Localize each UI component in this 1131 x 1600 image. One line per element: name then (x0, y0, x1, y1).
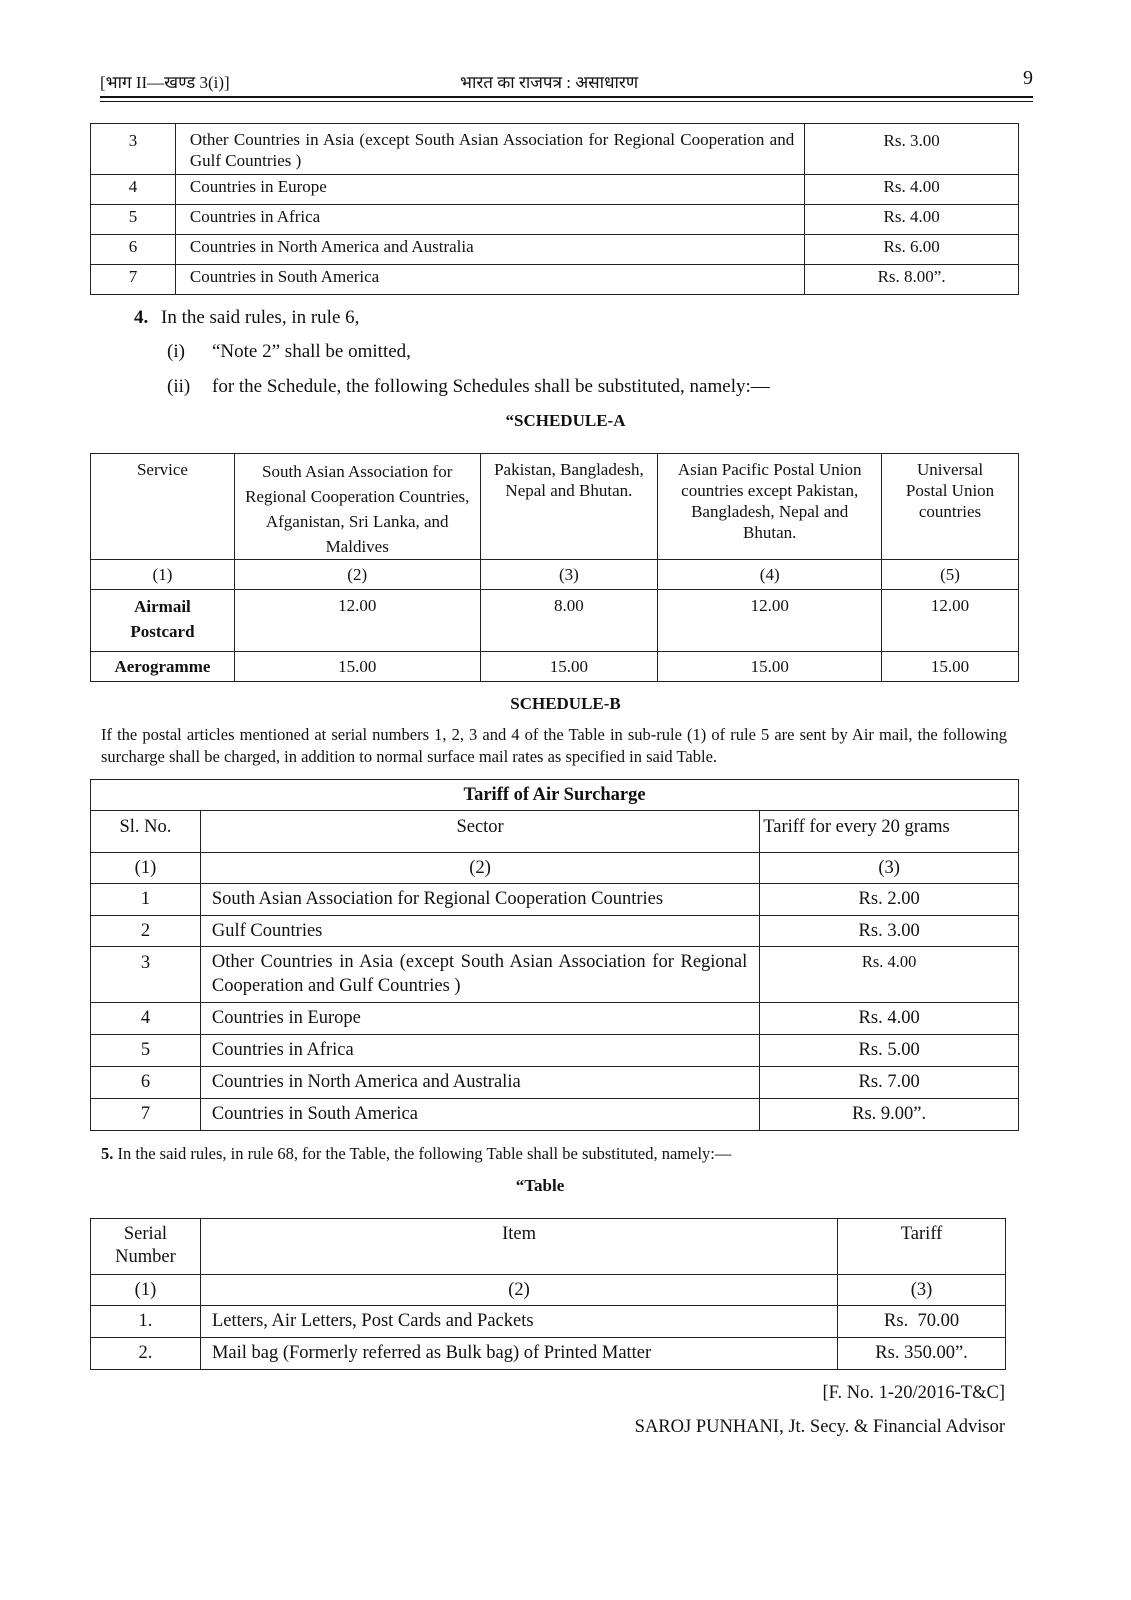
item-text: for the Schedule, the following Schedules shall be substituted, namely:— (212, 376, 770, 397)
sector-cell: Countries in North America and Australia (175, 235, 804, 265)
service-cell: Aerogramme (91, 652, 235, 682)
column-header: South Asian Association for Regional Cooperation Countries, Afganistan, Sri Lanka, and Maldives (234, 454, 480, 560)
table-row (91, 235, 1019, 265)
para4-number: 4. (134, 307, 149, 328)
item-text: “Note 2” shall be omitted, (212, 341, 411, 362)
sector-cell: Countries in North America and Australia (200, 1067, 759, 1099)
table-header-row (91, 454, 1019, 560)
serial-cell: 7 (91, 265, 176, 295)
serial-cell: 7 (91, 1099, 201, 1131)
serial-cell: 1. (91, 1306, 201, 1338)
item-number: (ii) (167, 376, 191, 397)
column-header: Service (91, 454, 235, 560)
table-row (91, 1003, 1019, 1035)
file-number: [F. No. 1-20/2016-T&C] (822, 1383, 1005, 1403)
serial-cell: 4 (91, 1003, 201, 1035)
rate-cell: 15.00 (234, 652, 480, 682)
sector-cell: South Asian Association for Regional Cooperation Countries (200, 884, 759, 916)
table-row (91, 652, 1019, 682)
table-row (91, 1035, 1019, 1067)
rate-cell: Rs. 350.00”. (838, 1338, 1006, 1370)
serial-cell: 4 (91, 175, 176, 205)
para5-number: 5. (101, 1144, 114, 1163)
table-header-row (91, 811, 1019, 853)
para4-item-i (167, 341, 411, 363)
table-header-row (91, 1219, 1006, 1275)
serial-cell: 2 (91, 916, 201, 947)
sector-cell: Countries in South America (200, 1099, 759, 1131)
serial-cell: 3 (91, 124, 176, 175)
serial-cell: 5 (91, 205, 176, 235)
column-header: Pakistan, Bangladesh, Nepal and Bhutan. (480, 454, 658, 560)
schedule-a-table (90, 453, 1019, 682)
serial-cell: 6 (91, 235, 176, 265)
rate-cell: 8.00 (480, 590, 658, 652)
serial-cell: 1 (91, 884, 201, 916)
para4 (134, 307, 359, 329)
bulk-tariff-table (90, 1218, 1006, 1370)
rate-cell: Rs. 4.00 (760, 947, 1019, 1003)
rate-cell: Rs. 4.00 (760, 1003, 1019, 1035)
surface-rates-table (90, 123, 1019, 295)
header-section: [भाग II—खण्ड 3(i)] (100, 73, 230, 92)
column-number: (2) (234, 560, 480, 590)
rate-cell: Rs. 9.00”. (760, 1099, 1019, 1131)
column-number: (1) (91, 560, 235, 590)
column-number-row (91, 853, 1019, 884)
rate-cell: 15.00 (658, 652, 882, 682)
sector-cell: Countries in Europe (175, 175, 804, 205)
rate-cell: Rs. 3.00 (760, 916, 1019, 947)
column-number: (3) (760, 853, 1019, 884)
sector-cell: Countries in Europe (200, 1003, 759, 1035)
page-header (100, 67, 1033, 96)
sector-cell: Gulf Countries (200, 916, 759, 947)
table-row (91, 884, 1019, 916)
serial-cell: 2. (91, 1338, 201, 1370)
service-cell: Airmail Postcard (91, 590, 235, 652)
air-surcharge-table (90, 779, 1019, 1131)
column-header: Universal Postal Union countries (882, 454, 1019, 560)
column-number: (2) (200, 1275, 837, 1306)
rate-cell: Rs. 3.00 (805, 124, 1019, 175)
rate-cell: Rs. 5.00 (760, 1035, 1019, 1067)
rate-cell: 12.00 (658, 590, 882, 652)
header-rule-thin (100, 101, 1033, 102)
table-title: Tariff of Air Surcharge (91, 780, 1019, 811)
column-header: Sl. No. (91, 811, 201, 853)
table-title-row (91, 780, 1019, 811)
table-row (91, 265, 1019, 295)
column-number: (1) (91, 1275, 201, 1306)
column-header: Serial Number (91, 1219, 201, 1275)
sector-cell: Countries in Africa (175, 205, 804, 235)
column-header: Sector (200, 811, 759, 853)
table-row (91, 1306, 1006, 1338)
table-row (91, 124, 1019, 175)
table-row (91, 1099, 1019, 1131)
rate-cell: 12.00 (882, 590, 1019, 652)
table-row (91, 590, 1019, 652)
column-number: (2) (200, 853, 759, 884)
table-row (91, 205, 1019, 235)
column-number: (3) (838, 1275, 1006, 1306)
sector-cell: Countries in South America (175, 265, 804, 295)
item-cell: Letters, Air Letters, Post Cards and Packets (200, 1306, 837, 1338)
column-header: Tariff for every 20 grams (760, 811, 1019, 853)
column-number: (5) (882, 560, 1019, 590)
para5 (101, 1143, 731, 1165)
sector-cell: Countries in Africa (200, 1035, 759, 1067)
table-row (91, 1338, 1006, 1370)
para4-item-ii (167, 376, 770, 398)
rate-cell: 15.00 (480, 652, 658, 682)
rate-cell: 12.00 (234, 590, 480, 652)
signatory: SAROJ PUNHANI, Jt. Secy. & Financial Advisor (634, 1417, 1005, 1437)
column-header: Asian Pacific Postal Union countries except Pakistan, Bangladesh, Nepal and Bhutan. (658, 454, 882, 560)
para4-text: In the said rules, in rule 6, (161, 307, 360, 328)
rate-cell: Rs. 70.00 (838, 1306, 1006, 1338)
rate-cell: Rs. 6.00 (805, 235, 1019, 265)
rate-cell: Rs. 4.00 (805, 175, 1019, 205)
schedule-b-intro: If the postal articles mentioned at serial numbers 1, 2, 3 and 4 of the Table in sub-rule (1) of rule 5 are sent by Air mail, the following surcharge shall be charged, in addition to normal surface mail rates as specified in said Table. (101, 725, 1007, 766)
column-header: Tariff (838, 1219, 1006, 1275)
rate-cell: Rs. 8.00”. (805, 265, 1019, 295)
rate-cell: Rs. 2.00 (760, 884, 1019, 916)
table5-title: “Table (515, 1176, 565, 1195)
item-number: (i) (167, 341, 185, 362)
column-header: Item (200, 1219, 837, 1275)
serial-cell: 6 (91, 1067, 201, 1099)
page-number: 9 (1023, 67, 1033, 89)
table-row (91, 1067, 1019, 1099)
para5-text: In the said rules, in rule 68, for the Table, the following Table shall be substituted, namely:— (117, 1144, 732, 1163)
sector-cell: Other Countries in Asia (except South Asian Association for Regional Cooperation and Gulf Countries ) (200, 947, 759, 1003)
rate-cell: Rs. 7.00 (760, 1067, 1019, 1099)
column-number-row (91, 1275, 1006, 1306)
rate-cell: Rs. 4.00 (805, 205, 1019, 235)
rate-cell: 15.00 (882, 652, 1019, 682)
column-number: (4) (658, 560, 882, 590)
table-row (91, 947, 1019, 1003)
table-row (91, 916, 1019, 947)
item-cell: Mail bag (Formerly referred as Bulk bag) of Printed Matter (200, 1338, 837, 1370)
column-number-row (91, 560, 1019, 590)
schedule-b-title: SCHEDULE-B (510, 694, 621, 713)
column-number: (3) (480, 560, 658, 590)
header-gazette-title: भारत का राजपत्र : असाधारण (460, 73, 639, 92)
serial-cell: 3 (91, 947, 201, 1003)
header-rule (100, 96, 1033, 98)
table-row (91, 175, 1019, 205)
schedule-a-title: “SCHEDULE-A (505, 411, 626, 430)
sector-cell: Other Countries in Asia (except South Asian Association for Regional Cooperation and Gulf Countries ) (175, 124, 804, 175)
serial-cell: 5 (91, 1035, 201, 1067)
column-number: (1) (91, 853, 201, 884)
